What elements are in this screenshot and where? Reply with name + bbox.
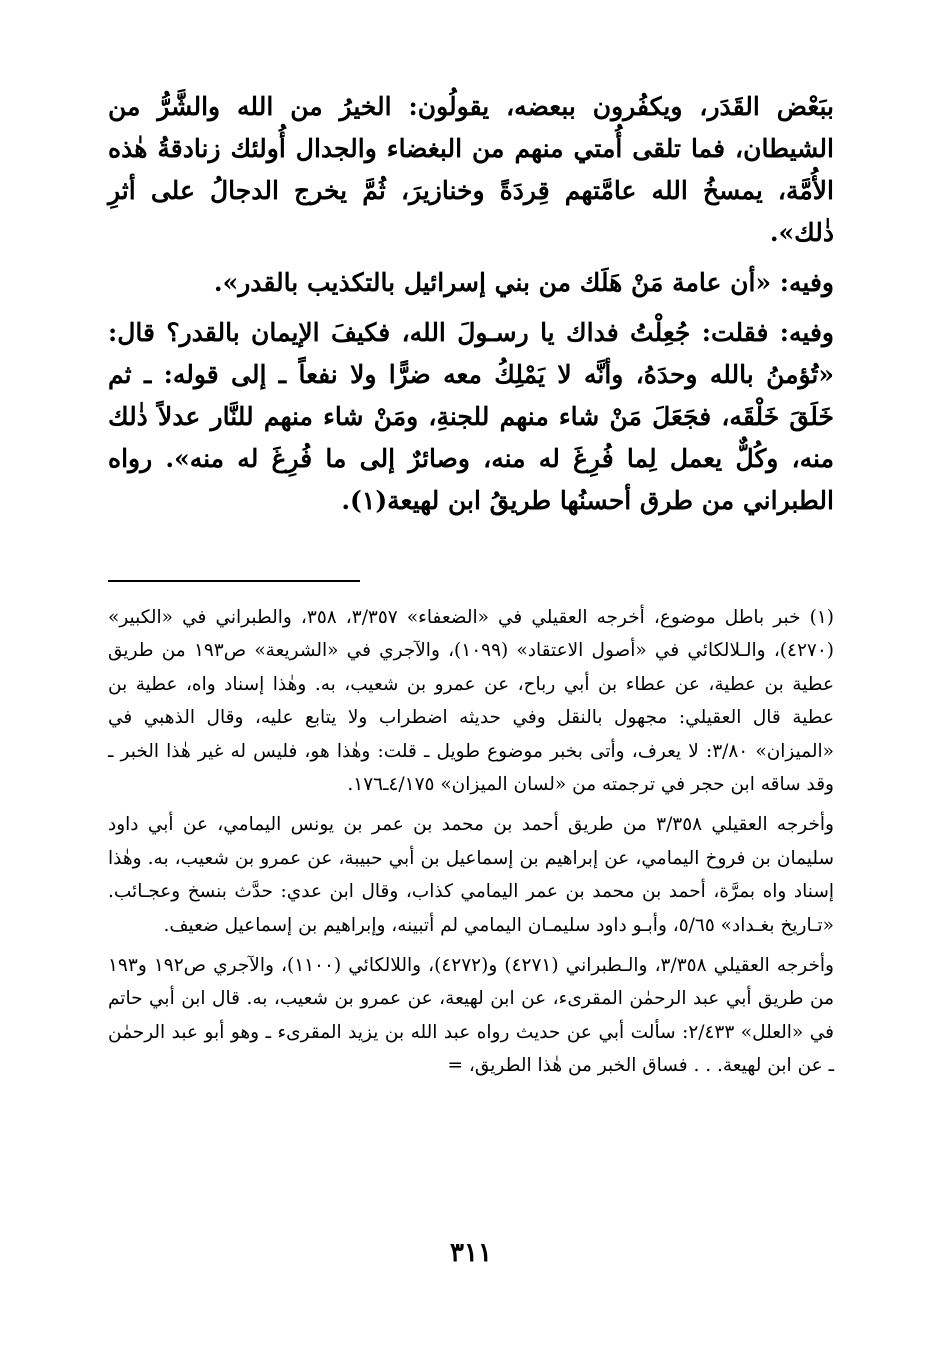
main-paragraph-2: وفيه: «أن عامة مَنْ هَلَك من بني إسرائيل بالتكذيب بالقدر». xyxy=(213,268,834,297)
footnote-paragraph-3: وأخرجه العقيلي ٣/٣٥٨، والـطبراني (٤٢٧١) و(٤٢٧٢)، واللالكائي (١١٠٠)، والآجري ص١٩٢ و١٩٣ من طريق أبي عبد الرحمٰن المقرىء، عن ابن لهيعة، عن عمرو بن شعيب، به. قال ابن أبي حاتم في «العلل» ٢/٤٣٣: سألت أبي عن حديث رواه عبد الله بن يزيد المقرىء ـ وهو أبو عبد الرحمٰن ـ عن ابن لهيعة. . . فساق الخبر من هٰذا الطريق، = xyxy=(108,955,835,1077)
footnote-paragraph-1: (١) خبر باطل موضوع، أخرجه العقيلي في «الضعفاء» ٣/٣٥٧، ٣٥٨، والطبراني في «الكبير» (٤٢٧٠)، والـلالكائي في «أصول الاعتقاد» (١٠٩٩)، والآجري في «الشريعة» ص١٩٣ من طريق عطية بن عطية، عن عطاء بن أبي رباح، عن عمرو بن شعيب، به. وهٰذا إسناد واه، عطية بن عطية قال العقيلي: مجهول بالنقل وفي حديثه اضطراب ولا يتابع عليه، وقال الذهبي في «الميزان» ٣/٨٠: لا يعرف، وأتى بخبر موضوع طويل ـ قلت: وهٰذا هو، فليس له غير هٰذا الخبر ـ وقد ساقه ابن حجر في ترجمته من «لسان الميزان» ٤/١٧٥ـ١٧٦. xyxy=(108,607,834,796)
page-number: ٣١١ xyxy=(450,1238,492,1268)
book-page xyxy=(108,86,834,1316)
footnote-separator xyxy=(108,580,360,582)
main-paragraph-3: وفيه: فقلت: جُعِلْتُ فداك يا رسـولَ الله، فكيفَ الإيمان بالقدر؟ قال: «تُؤمنُ بالله وحدَهُ، وأنَّه لا يَمْلِكُ معه ضرًّا ولا نفعاً ـ إلى قوله: ـ ثم خَلَقَ خَلْقَه، فجَعَلَ مَنْ شاء منهم للجنةِ، ومَنْ شاء منهم للنَّار عدلاً ذٰلك منه، وكُلٌّ يعمل لِما فُرِغَ له منه، وصائرٌ إلى ما فُرِغَ له منه». رواه الطبراني من طرق أحسنُها طريقُ ابن لهيعة(١). xyxy=(108,318,834,515)
main-text xyxy=(108,86,834,522)
footnote-paragraph-2: وأخرجه العقيلي ٣/٣٥٨ من طريق أحمد بن محمد بن عمر بن يونس اليمامي، عن أبي داود سليمان بن فروخ اليمامي، عن إبراهيم بن إسماعيل بن أبي حبيبة، عن عمرو بن شعيب، به. وهٰذا إسناد واه بمرَّة، أحمد بن محمد بن عمر اليمامي كذاب، وقال ابن عدي: حدَّث بنسخ وعجـائب. «تـاريخ بغـداد» ٥/٦٥، وأبـو داود سليمـان اليمامي لم أتبينه، وإبراهيم بن إسماعيل ضعيف. xyxy=(108,814,834,936)
footnotes xyxy=(108,601,834,1083)
main-paragraph-1: ببَعْض القَدَر، ويكفُرون ببعضه، يقولُون: الخيرُ من الله والشَّرُّ من الشيطان، فما تلقى أُمتي منهم من البغضاء والجدال أُولئك زنادقةُ هٰذه الأُمَّة، يمسخُ الله عامَّتهم قِردَةً وخنازيرَ، ثُمَّ يخرج الدجالُ على أثرِ ذٰلك». xyxy=(108,92,834,247)
